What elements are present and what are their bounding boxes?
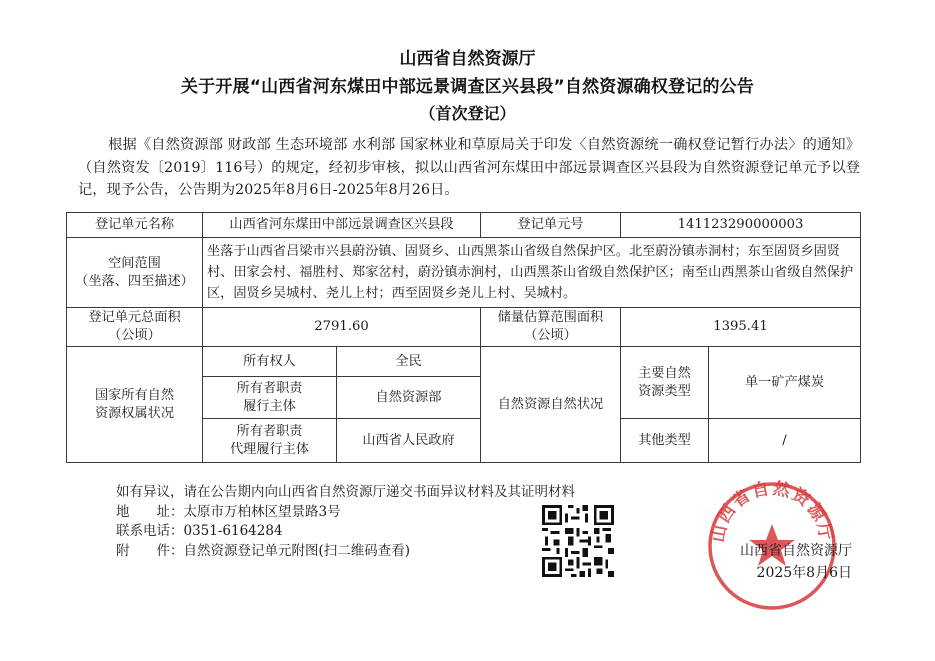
ownership-label bbox=[67, 347, 203, 463]
agent-label-line1: 所有者职责 bbox=[236, 423, 303, 439]
other-type-label: 其他类型 bbox=[621, 419, 709, 463]
space-label bbox=[67, 238, 203, 308]
ownership-label-line1: 国家所有自然 bbox=[94, 387, 175, 403]
owner-label: 所有权人 bbox=[203, 347, 337, 377]
total-area-label bbox=[67, 308, 203, 347]
duty-value: 自然资源部 bbox=[337, 377, 481, 419]
unit-no-label: 登记单元号 bbox=[481, 213, 621, 238]
space-label-line1: 空间范围 bbox=[108, 255, 161, 271]
duty-label-line1: 所有者职责 bbox=[236, 380, 303, 396]
notice-title: 关于开展“山西省河东煤田中部远景调查区兴县段”自然资源确权登记的公告 bbox=[180, 77, 755, 97]
registration-table bbox=[66, 212, 861, 463]
space-label-line2: （坐落、四至描述） bbox=[75, 273, 194, 289]
duty-label-line2: 履行主体 bbox=[243, 398, 296, 414]
unit-name-label: 登记单元名称 bbox=[67, 213, 203, 238]
phone-line: 联系电话：0351-6164284 bbox=[116, 523, 283, 539]
ownership-label-line2: 资源权属状况 bbox=[94, 405, 175, 421]
reserve-area-label bbox=[481, 308, 621, 347]
qr-code-icon[interactable] bbox=[542, 505, 614, 577]
reserve-area-label-line1: 储量估算范围面积 bbox=[497, 310, 604, 325]
total-area-label-line2: （公顷） bbox=[108, 328, 161, 343]
total-area-label-line1: 登记单元总面积 bbox=[88, 310, 181, 325]
main-type-label-line1: 主要自然 bbox=[638, 365, 691, 381]
unit-name-value: 山西省河东煤田中部远景调查区兴县段 bbox=[203, 213, 481, 238]
attachment-line: 附 件：自然资源登记单元附图(扫二维码查看) bbox=[116, 542, 411, 559]
unit-no-value: 141123290000003 bbox=[621, 213, 861, 238]
signature-block bbox=[712, 540, 852, 584]
main-type-label-line2: 资源类型 bbox=[638, 383, 691, 399]
issuer-title: 山西省自然资源厅 bbox=[399, 49, 536, 69]
signature-org: 山西省自然资源厅 bbox=[740, 543, 852, 559]
objection-line: 如有异议，请在公告期内向山西省自然资源厅递交书面异议材料及其证明材料 bbox=[116, 484, 575, 500]
signature-date: 2025年8月6日 bbox=[756, 565, 852, 581]
intro-paragraph bbox=[78, 134, 860, 202]
nature-status-label: 自然资源自然状况 bbox=[481, 347, 621, 463]
notice-subtitle: （首次登记） bbox=[419, 104, 516, 123]
footer-info bbox=[116, 483, 575, 561]
agent-value: 山西省人民政府 bbox=[337, 419, 481, 463]
duty-label bbox=[203, 377, 337, 419]
space-value: 坐落于山西省吕梁市兴县蔚汾镇、固贤乡、山西黑茶山省级自然保护区。北至蔚汾镇赤洞村；东至固贤乡固贤村、田家会村、福胜村、郑家岔村，蔚汾镇赤涧村，山西黑茶山省级自然保护区；南至山西黑茶山省级自然保护区，固贤乡吴城村、尧儿上村；西至固贤乡尧儿上村、吴城村。 bbox=[203, 238, 861, 308]
seal-text: 山西省自然资源厅 bbox=[708, 478, 836, 544]
reserve-area-value: 1395.41 bbox=[621, 308, 861, 347]
owner-value: 全民 bbox=[337, 347, 481, 377]
total-area-value: 2791.60 bbox=[203, 308, 481, 347]
main-type-label bbox=[621, 347, 709, 419]
other-type-value: / bbox=[709, 419, 861, 463]
agent-label bbox=[203, 419, 337, 463]
agent-label-line2: 代理履行主体 bbox=[229, 441, 310, 457]
reserve-area-label-line2: （公顷） bbox=[524, 328, 577, 343]
main-type-value: 单一矿产煤炭 bbox=[709, 347, 861, 419]
intro-text: 根据《自然资源部 财政部 生态环境部 水利部 国家林业和草原局关于印发〈自然资源统一确权登记暂行办法〉的通知》（自然资发〔2019〕116号）的规定，经初步审核，拟以山西省河东煤田中部远景调查区兴县段为自然资源登记单元予以登记，现予公告，公告期为2025年8月6日-2025年8月26日。 bbox=[78, 137, 860, 198]
address-line: 地 址：太原市万柏林区望景路3号 bbox=[116, 503, 341, 520]
